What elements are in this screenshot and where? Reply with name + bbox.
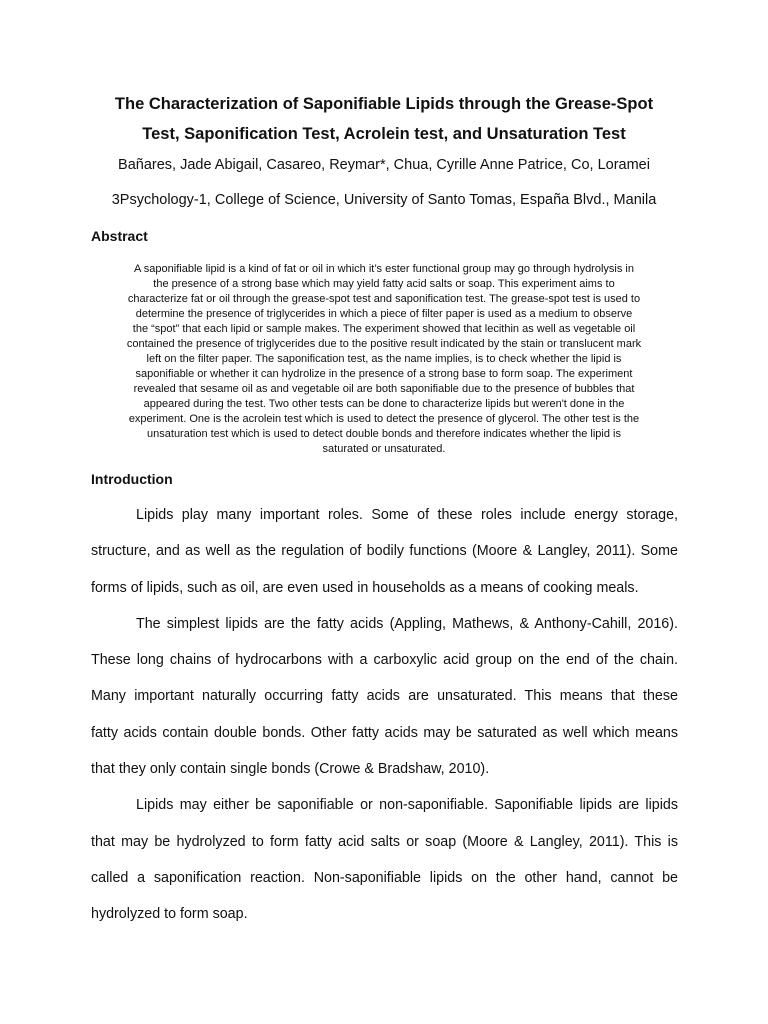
body-text-line: called a saponification reaction. Non-saponifiable lipids on the other hand, cannot be xyxy=(91,869,678,886)
paper-title-line-2: Test, Saponification Test, Acrolein test, and Unsaturation Test xyxy=(142,125,626,143)
abstract-line: the “spot” that each lipid or sample makes. The experiment showed that lecithin as well as vegetable oil xyxy=(132,323,636,335)
body-text-line: that may be hydrolyzed to form fatty acid salts or soap (Moore & Langley, 2011). This is xyxy=(91,833,678,850)
abstract-line: experiment. One is the acrolein test which is used to detect the presence of glycerol. The other test is the xyxy=(128,413,640,425)
paper-title-line-1: The Characterization of Saponifiable Lipids through the Grease-Spot xyxy=(114,95,654,113)
body-text-line: structure, and as well as the regulation of bodily functions (Moore & Langley, 2011). Some xyxy=(91,543,678,560)
abstract-line: contained the presence of triglycerides due to the positive result indicated by the stain or translucent mark xyxy=(126,338,642,350)
body-text-line: forms of lipids, such as oil, are even used in households as a means of cooking meals. xyxy=(91,579,639,596)
introduction-body xyxy=(91,505,678,941)
affiliation: 3Psychology-1, College of Science, University of Santo Tomas, España Blvd., Manila xyxy=(111,192,657,208)
abstract-heading: Abstract xyxy=(91,228,148,244)
abstract-line: revealed that sesame oil as and vegetable oil are both saponifiable due to the presence of bubbles that xyxy=(133,383,635,395)
body-text-line: that they only contain single bonds (Crowe & Bradshaw, 2010). xyxy=(91,761,490,778)
abstract-line: determine the presence of triglycerides in which a piece of filter paper is used as a medium to observe xyxy=(135,308,633,320)
abstract-line: characterize fat or oil through the grease-spot test and saponification test. The grease-spot test is used to xyxy=(127,293,641,305)
abstract-line: appeared during the test. Two other tests can be done to characterize lipids but weren't done in the xyxy=(143,398,625,410)
body-text-line: fatty acids contain double bonds. Other fatty acids may be saturated as well which means xyxy=(91,724,678,741)
abstract-line: saponifiable or whether it can hydrolize in the presence of a strong base to form soap. The experiment xyxy=(135,368,633,380)
author-list: Bañares, Jade Abigail, Casareo, Reymar*, Chua, Cyrille Anne Patrice, Co, Loramei xyxy=(118,157,650,173)
abstract-line: left on the filter paper. The saponification test, as the name implies, is to check whether the lipid is xyxy=(146,353,622,365)
abstract-line: saturated or unsaturated. xyxy=(322,443,446,455)
body-text-line: hydrolyzed to form soap. xyxy=(91,906,248,923)
body-text-line: These long chains of hydrocarbons with a carboxylic acid group on the end of the chain. xyxy=(91,652,678,669)
abstract-line: unsaturation test which is used to detect double bonds and therefore indicates whether the lipid is xyxy=(147,428,621,440)
body-text-line: Many important naturally occurring fatty acids are unsaturated. This means that these xyxy=(91,688,678,705)
body-text-line: The simplest lipids are the fatty acids (Appling, Mathews, & Anthony-Cahill, 2016). xyxy=(136,615,678,632)
body-text-line: Lipids may either be saponifiable or non-saponifiable. Saponifiable lipids are lipids xyxy=(136,797,678,814)
abstract-line: the presence of a strong base which may yield fatty acid salts or soap. This experiment aims to xyxy=(153,278,615,290)
introduction-heading: Introduction xyxy=(91,471,173,487)
abstract-body xyxy=(84,262,684,457)
abstract-line: A saponifiable lipid is a kind of fat or oil in which it’s ester functional group may go through hydrolysis in xyxy=(134,263,634,275)
body-text-line: Lipids play many important roles. Some of these roles include energy storage, xyxy=(136,507,678,523)
